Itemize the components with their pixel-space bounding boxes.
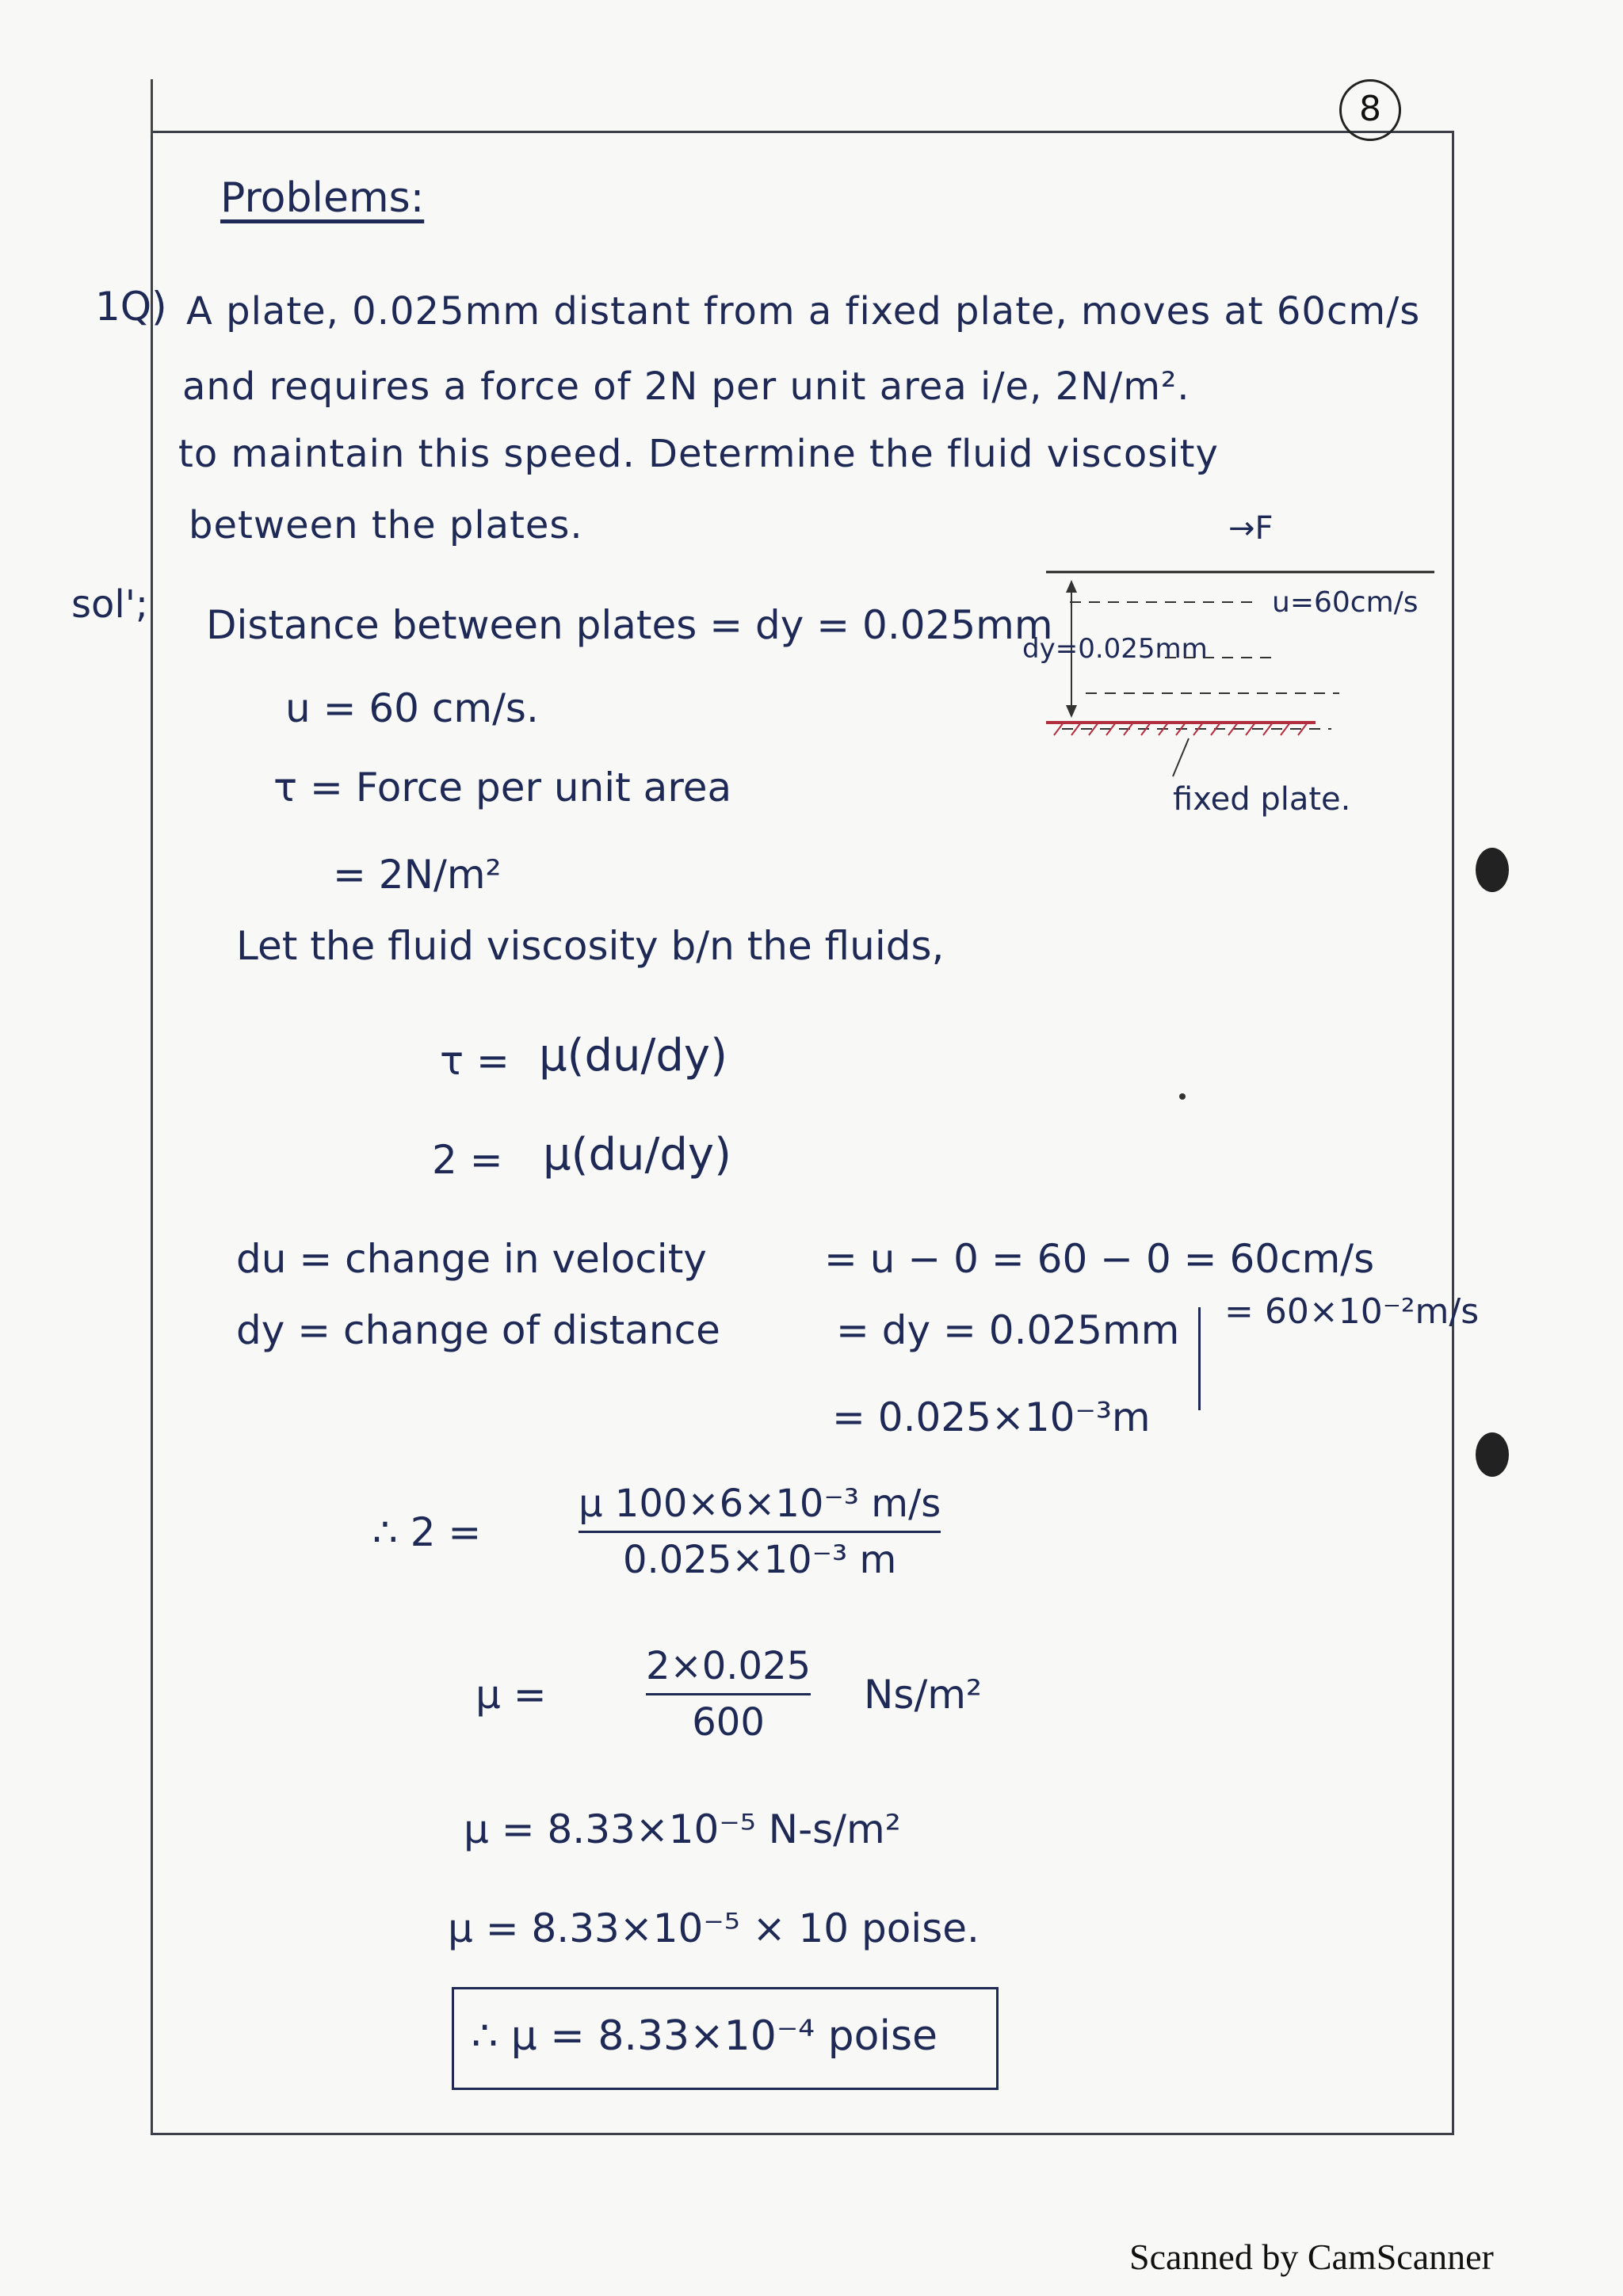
given-shear-stress: τ = Force per unit area bbox=[273, 765, 732, 810]
dy-value: = dy = 0.025mm bbox=[836, 1307, 1180, 1353]
fixed-plate-leader bbox=[1173, 738, 1189, 776]
given-velocity: u = 60 cm/s. bbox=[285, 685, 539, 731]
substitution-denominator: 0.025×10⁻³ m bbox=[622, 1538, 897, 1582]
question-number: 1Q) bbox=[95, 284, 167, 330]
punch-hole bbox=[1476, 848, 1509, 892]
solution-label: sol'; bbox=[71, 582, 149, 627]
eq2-lhs: 2 = bbox=[432, 1137, 503, 1183]
fixed-plate-label: fixed plate. bbox=[1173, 781, 1351, 818]
substitution-lhs: ∴ 2 = bbox=[372, 1509, 482, 1555]
ink-speck bbox=[1179, 1093, 1186, 1100]
dy-definition: dy = change of distance bbox=[236, 1307, 720, 1353]
eq1-rhs: μ(du/dy) bbox=[539, 1030, 727, 1081]
question-line-4: between the plates. bbox=[189, 503, 583, 547]
mu-lhs: μ = bbox=[475, 1672, 547, 1718]
eq2-rhs: μ(du/dy) bbox=[543, 1129, 731, 1180]
question-line-2: and requires a force of 2N per unit area i/e, 2N/m². bbox=[182, 364, 1190, 409]
gap-arrow-up bbox=[1066, 580, 1077, 593]
mu-unit: Ns/m² bbox=[864, 1672, 983, 1718]
heading-problems: Problems: bbox=[220, 174, 425, 222]
mu-denominator: 600 bbox=[692, 1700, 765, 1745]
margin-tick bbox=[151, 79, 153, 135]
let-statement: Let the fluid viscosity b/n the fluids, bbox=[236, 923, 945, 969]
du-si-value: = 60×10⁻²m/s bbox=[1224, 1291, 1480, 1332]
fraction-bar bbox=[579, 1531, 941, 1533]
page-number: 8 bbox=[1339, 79, 1401, 141]
given-distance: Distance between plates = dy = 0.025mm bbox=[206, 602, 1053, 648]
gap-arrow-down bbox=[1066, 705, 1077, 718]
mu-numerator: 2×0.025 bbox=[646, 1644, 812, 1688]
final-answer: ∴ μ = 8.33×10⁻⁴ poise bbox=[472, 2012, 938, 2060]
question-line-3: to maintain this speed. Determine the fluid viscosity bbox=[178, 432, 1219, 476]
eq1-lhs: τ = bbox=[440, 1038, 510, 1084]
given-shear-value: = 2N/m² bbox=[333, 852, 502, 898]
scanner-watermark: Scanned by CamScanner bbox=[1129, 2237, 1494, 2277]
force-label: →F bbox=[1228, 510, 1274, 547]
punch-hole bbox=[1476, 1432, 1509, 1477]
divider-bar bbox=[1198, 1307, 1201, 1410]
plate-diagram bbox=[1022, 507, 1466, 824]
velocity-label: u=60cm/s bbox=[1272, 586, 1419, 619]
mu-fraction bbox=[646, 1644, 811, 1745]
du-value: = u − 0 = 60 − 0 = 60cm/s bbox=[824, 1236, 1375, 1282]
mu-si-result: μ = 8.33×10⁻⁵ N-s/m² bbox=[464, 1806, 901, 1852]
question-line-1: A plate, 0.025mm distant from a fixed plate, moves at 60cm/s bbox=[186, 289, 1421, 334]
substitution-fraction bbox=[579, 1482, 941, 1582]
fraction-bar bbox=[646, 1693, 811, 1695]
du-definition: du = change in velocity bbox=[236, 1236, 707, 1282]
dy-si-value: = 0.025×10⁻³m bbox=[832, 1394, 1151, 1440]
gap-label: dy=0.025mm bbox=[1022, 633, 1208, 665]
substitution-numerator: μ 100×6×10⁻³ m/s bbox=[579, 1482, 941, 1526]
mu-poise-step: μ = 8.33×10⁻⁵ × 10 poise. bbox=[448, 1905, 980, 1951]
